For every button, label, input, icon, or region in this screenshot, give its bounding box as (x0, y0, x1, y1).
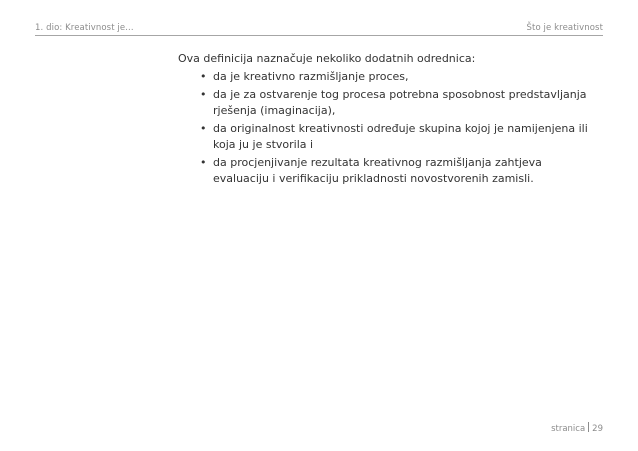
running-header-section: Što je kreativnost (526, 23, 603, 33)
list-item-text: da originalnost kreativnosti određuje skupina kojoj je namijenjena ili koja ju je stvorila i (213, 122, 588, 151)
footer-divider (588, 422, 589, 432)
list-item (178, 155, 598, 187)
bullet-icon: • (200, 156, 207, 169)
list-item-text: da procjenjivanje rezultata kreativnog razmišljanja zahtjeva evaluaciju i verifikaciju prikladnosti novostvorenih zamisli. (213, 156, 542, 185)
bullet-icon: • (200, 122, 207, 135)
bullet-icon: • (200, 70, 207, 83)
list-item-text: da je za ostvarenje tog procesa potrebna sposobnost predstavljanja rješenja (imaginacija), (213, 88, 587, 117)
page-footer (551, 422, 603, 434)
list-item (178, 121, 598, 153)
bullet-icon: • (200, 88, 207, 101)
header-divider (35, 35, 603, 36)
running-header-chapter: 1. dio: Kreativnost je... (35, 23, 134, 33)
body-text (178, 51, 598, 189)
list-item (178, 69, 598, 85)
footer-label: stranica (551, 424, 586, 434)
intro-paragraph: Ova definicija naznačuje nekoliko dodatnih odrednica: (178, 52, 476, 65)
list-item (178, 87, 598, 119)
bullet-list (178, 69, 598, 187)
list-item-text: da je kreativno razmišljanje proces, (213, 70, 409, 83)
page-number: 29 (592, 424, 603, 434)
